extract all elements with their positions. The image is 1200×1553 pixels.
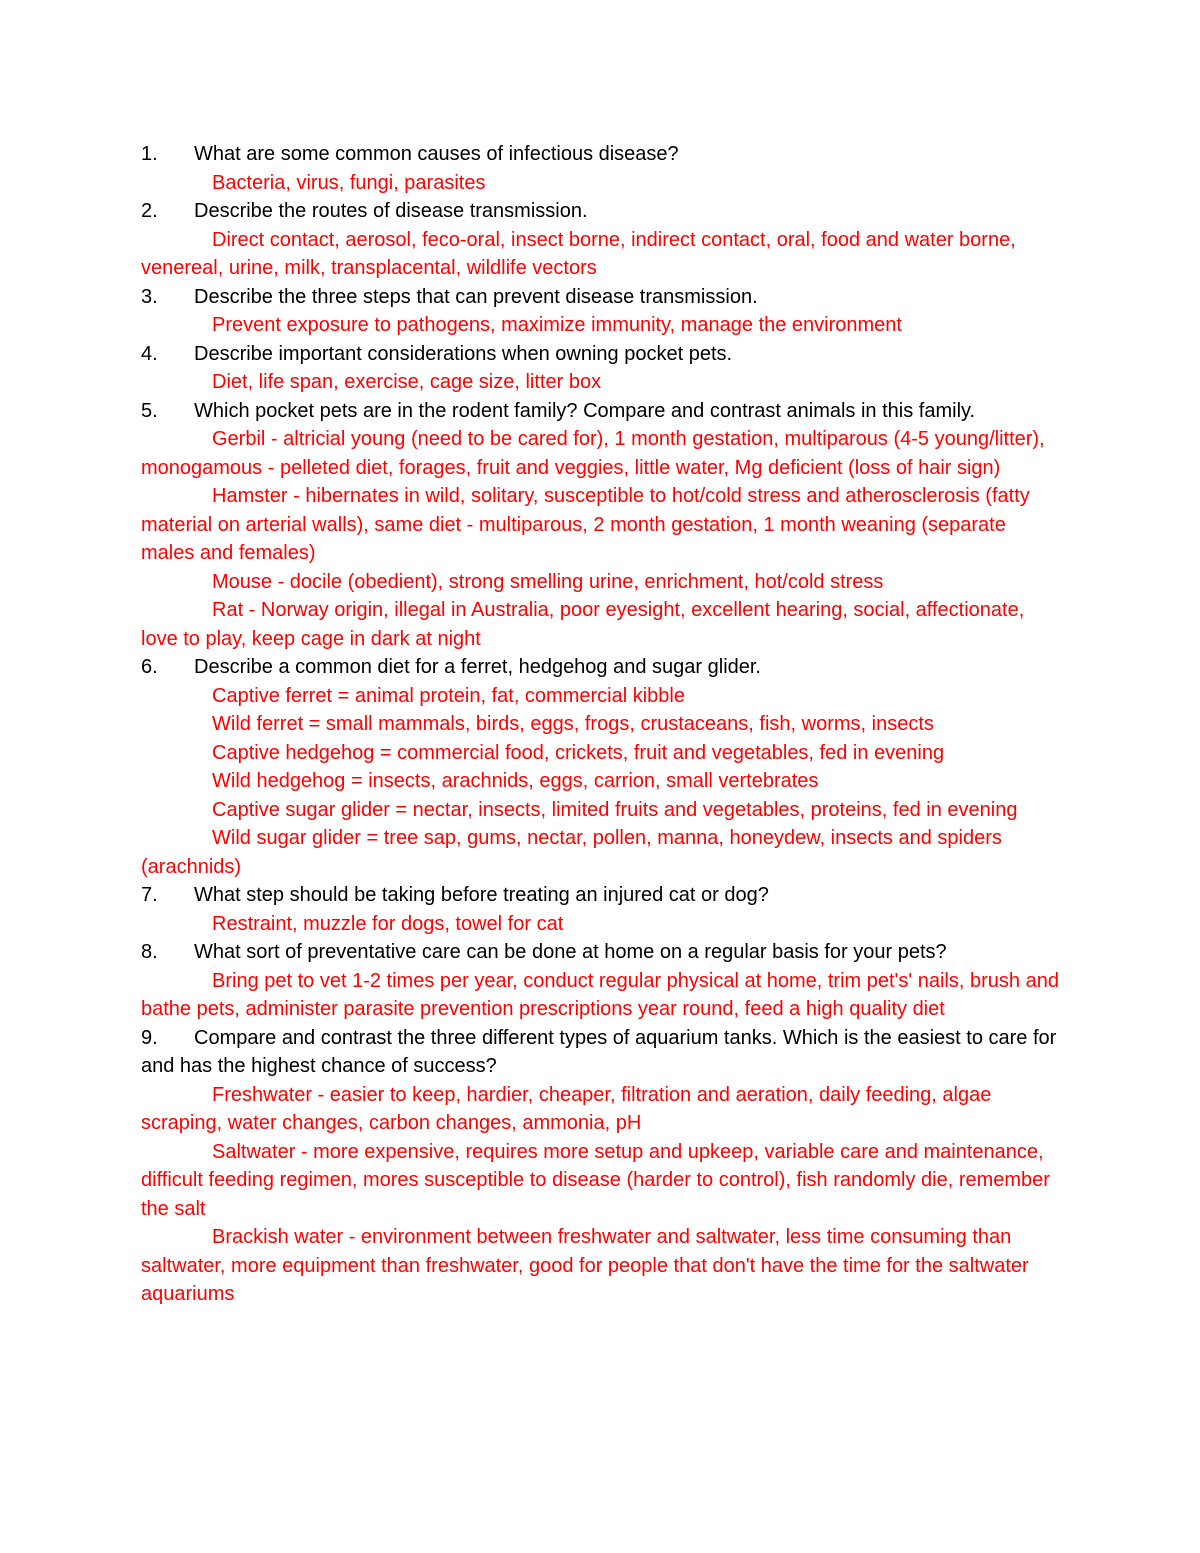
question-text: Describe a common diet for a ferret, hedgehog and sugar glider. (194, 656, 761, 678)
question-text: Which pocket pets are in the rodent family? Compare and contrast animals in this family. (194, 399, 976, 422)
answer-text: Prevent exposure to pathogens, maximize immunity, manage the environment (212, 314, 902, 336)
question-number: 4. (141, 342, 158, 365)
question-number: 3. (141, 285, 158, 308)
answer-text: Diet, life span, exercise, cage size, litter box (212, 371, 602, 393)
answer-text: Captive ferret = animal protein, fat, commercial kibble (212, 684, 685, 707)
question-item (141, 881, 1061, 910)
question-number: 5. (141, 399, 158, 422)
question-text: What sort of preventative care can be done at home on a regular basis for your pets? (194, 941, 947, 963)
question-text: Describe the three steps that can prevent disease transmission. (194, 285, 758, 308)
question-number: 6. (141, 656, 158, 678)
document-page (141, 140, 1061, 1309)
question-text: Compare and contrast the three different types of aquarium tanks. Which is the easiest to care for and has the highest chance of success? (141, 1026, 1057, 1077)
question-number: 2. (141, 200, 158, 222)
question-text: Describe important considerations when owning pocket pets. (194, 342, 733, 365)
question-item (141, 283, 1061, 312)
question-item (141, 197, 1061, 226)
answer-text: Brackish water - environment between freshwater and saltwater, less time consuming than saltwater, more equipment than freshwater, good for people that don't have the time for the saltwater aquariums (141, 1226, 1029, 1305)
answer-text: Captive sugar glider = nectar, insects, limited fruits and vegetables, proteins, fed in evening (212, 798, 1018, 821)
question-number: 9. (141, 1026, 158, 1049)
question-item (141, 938, 1061, 967)
answer-text: Restraint, muzzle for dogs, towel for cat (212, 912, 564, 935)
answer-text: Rat - Norway origin, illegal in Australia, poor eyesight, excellent hearing, social, affectionate, love to play, keep cage in dark at night (141, 599, 1025, 650)
question-item (141, 653, 1061, 682)
question-text: Describe the routes of disease transmission. (194, 200, 588, 222)
answer-text: Freshwater - easier to keep, hardier, cheaper, filtration and aeration, daily feeding, algae scraping, water changes, carbon changes, ammonia, pH (141, 1083, 992, 1134)
answer-text: Direct contact, aerosol, feco-oral, insect borne, indirect contact, oral, food and water borne, venereal, urine, milk, transplacental, wildlife vectors (141, 228, 1016, 279)
answer-text: Wild ferret = small mammals, birds, eggs, frogs, crustaceans, fish, worms, insects (212, 713, 934, 735)
answer-text: Hamster - hibernates in wild, solitary, susceptible to hot/cold stress and atherosclerosis (fatty material on arterial walls), same diet - multiparous, 2 month gestation, 1 month weaning (separate males and females) (141, 485, 1030, 564)
answer-text: Gerbil - altricial young (need to be cared for), 1 month gestation, multiparous (4-5 young/litter), monogamous - pelleted diet, forages, fruit and veggies, little water, Mg deficient (loss of hair sign) (141, 428, 1045, 479)
question-number: 7. (141, 884, 158, 906)
qa-list (141, 140, 1061, 1309)
question-number: 8. (141, 941, 158, 963)
answer-text: Wild sugar glider = tree sap, gums, nectar, pollen, manna, honeydew, insects and spiders (arachnids) (141, 827, 1002, 878)
question-item (141, 340, 1061, 369)
question-item (141, 1024, 1061, 1081)
answer-text: Bacteria, virus, fungi, parasites (212, 171, 486, 194)
question-text: What are some common causes of infectious disease? (194, 143, 679, 165)
question-item (141, 397, 1061, 426)
answer-text: Saltwater - more expensive, requires more setup and upkeep, variable care and maintenance, difficult feeding regimen, mores susceptible to disease (harder to control), fish randomly die, remember the salt (141, 1140, 1050, 1220)
question-item (141, 140, 1061, 169)
answer-text: Wild hedgehog = insects, arachnids, eggs, carrion, small vertebrates (212, 770, 819, 792)
answer-text: Captive hedgehog = commercial food, crickets, fruit and vegetables, fed in evening (212, 741, 945, 764)
question-number: 1. (141, 143, 158, 165)
answer-text: Mouse - docile (obedient), strong smelling urine, enrichment, hot/cold stress (212, 570, 884, 593)
question-text: What step should be taking before treating an injured cat or dog? (194, 884, 769, 906)
answer-text: Bring pet to vet 1-2 times per year, conduct regular physical at home, trim pet's' nails, brush and bathe pets, administer parasite prevention prescriptions year round, feed a high quality diet (141, 969, 1059, 1020)
